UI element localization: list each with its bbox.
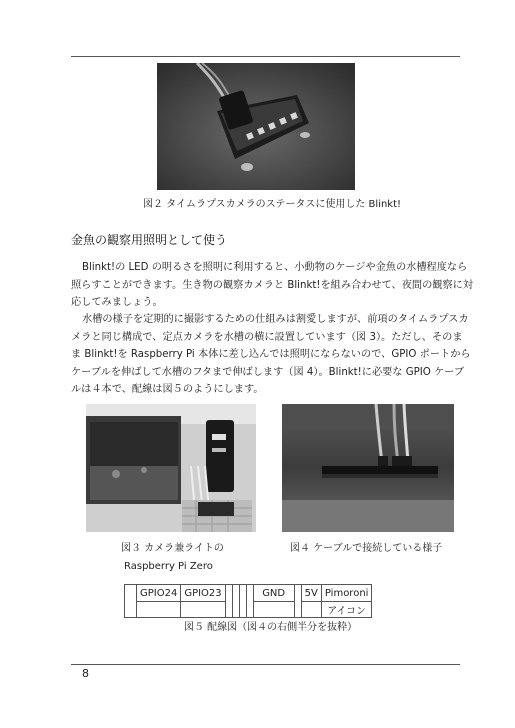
figure4-photo <box>282 404 454 532</box>
paragraph-line: ルは４本で、配線は図５のようにします。 <box>71 384 264 395</box>
header-rule <box>71 56 460 57</box>
wiring-cell-gpio23: GPIO23 <box>181 585 225 602</box>
figure3-caption <box>121 541 224 574</box>
footer-rule <box>71 664 460 665</box>
wiring-diagram <box>124 584 372 618</box>
wiring-cell-icon: アイコン <box>321 602 372 618</box>
paragraph-line: メラと同じ構成で、定点カメラを水槽の横に設置しています（図 3）。ただし、そのま <box>71 331 463 343</box>
figure4-caption: 図４ ケーブルで接続している様子 <box>290 543 443 554</box>
figure2-caption: 図２ タイムラプスカメラのステータスに使用した Blinkt! <box>143 199 402 210</box>
page-number: 8 <box>82 667 89 680</box>
wiring-cell-empty <box>253 602 294 618</box>
figure3-caption-line: 図３ カメラ兼ライトの <box>121 543 224 554</box>
figure2-photo <box>157 63 355 190</box>
paragraph-line: ケーブルを伸ばして水槽のフタまで伸ばします（図 4）。Blinkt!に必要な GPIO ケーブ <box>71 366 465 378</box>
wiring-cell-empty <box>301 602 321 618</box>
paragraph-line: 水槽の様子を定期的に撮影するための仕組みは割愛しますが、前項のタイムラプスカ <box>82 314 469 325</box>
paragraph-line: 照らすことができます。生き物の観察カメラと Blinkt!を組み合わせて、夜間の観察に対 <box>71 279 474 291</box>
wiring-cell-empty <box>225 585 232 618</box>
paragraph-line: Blinkt!の LED の明るさを照明に利用すると、小動物のケージや金魚の水槽程度なら <box>82 262 468 273</box>
wiring-cell-empty <box>137 602 181 618</box>
wiring-cell-gpio24: GPIO24 <box>137 585 181 602</box>
section-heading: 金魚の観察用照明として使う <box>71 233 228 247</box>
paragraph-line: 応してみましょう。 <box>71 297 163 308</box>
figure5-caption: 図５ 配線図（図４の右側半分を抜粋） <box>184 622 358 633</box>
wiring-cell-empty <box>246 585 253 618</box>
paragraph-2 <box>71 311 471 399</box>
figure3-caption-line: Raspberry Pi Zero <box>124 561 213 572</box>
wiring-cell-empty <box>232 585 239 618</box>
wiring-cell-empty <box>294 585 301 618</box>
wiring-cell-empty <box>181 602 225 618</box>
wiring-cell-pimoroni: Pimoroni <box>321 585 372 602</box>
wiring-cell-empty <box>239 585 246 618</box>
wiring-cell-gnd: GND <box>253 585 294 602</box>
paragraph-line: ま Blinkt!を Raspberry Pi 本体に差し込んでは照明にならないので、GPIO ポートから <box>71 349 471 360</box>
paragraph-1 <box>71 259 474 312</box>
wiring-cell-empty <box>125 585 137 618</box>
wiring-cell-5v: 5V <box>301 585 321 602</box>
figure3-photo <box>86 404 256 532</box>
